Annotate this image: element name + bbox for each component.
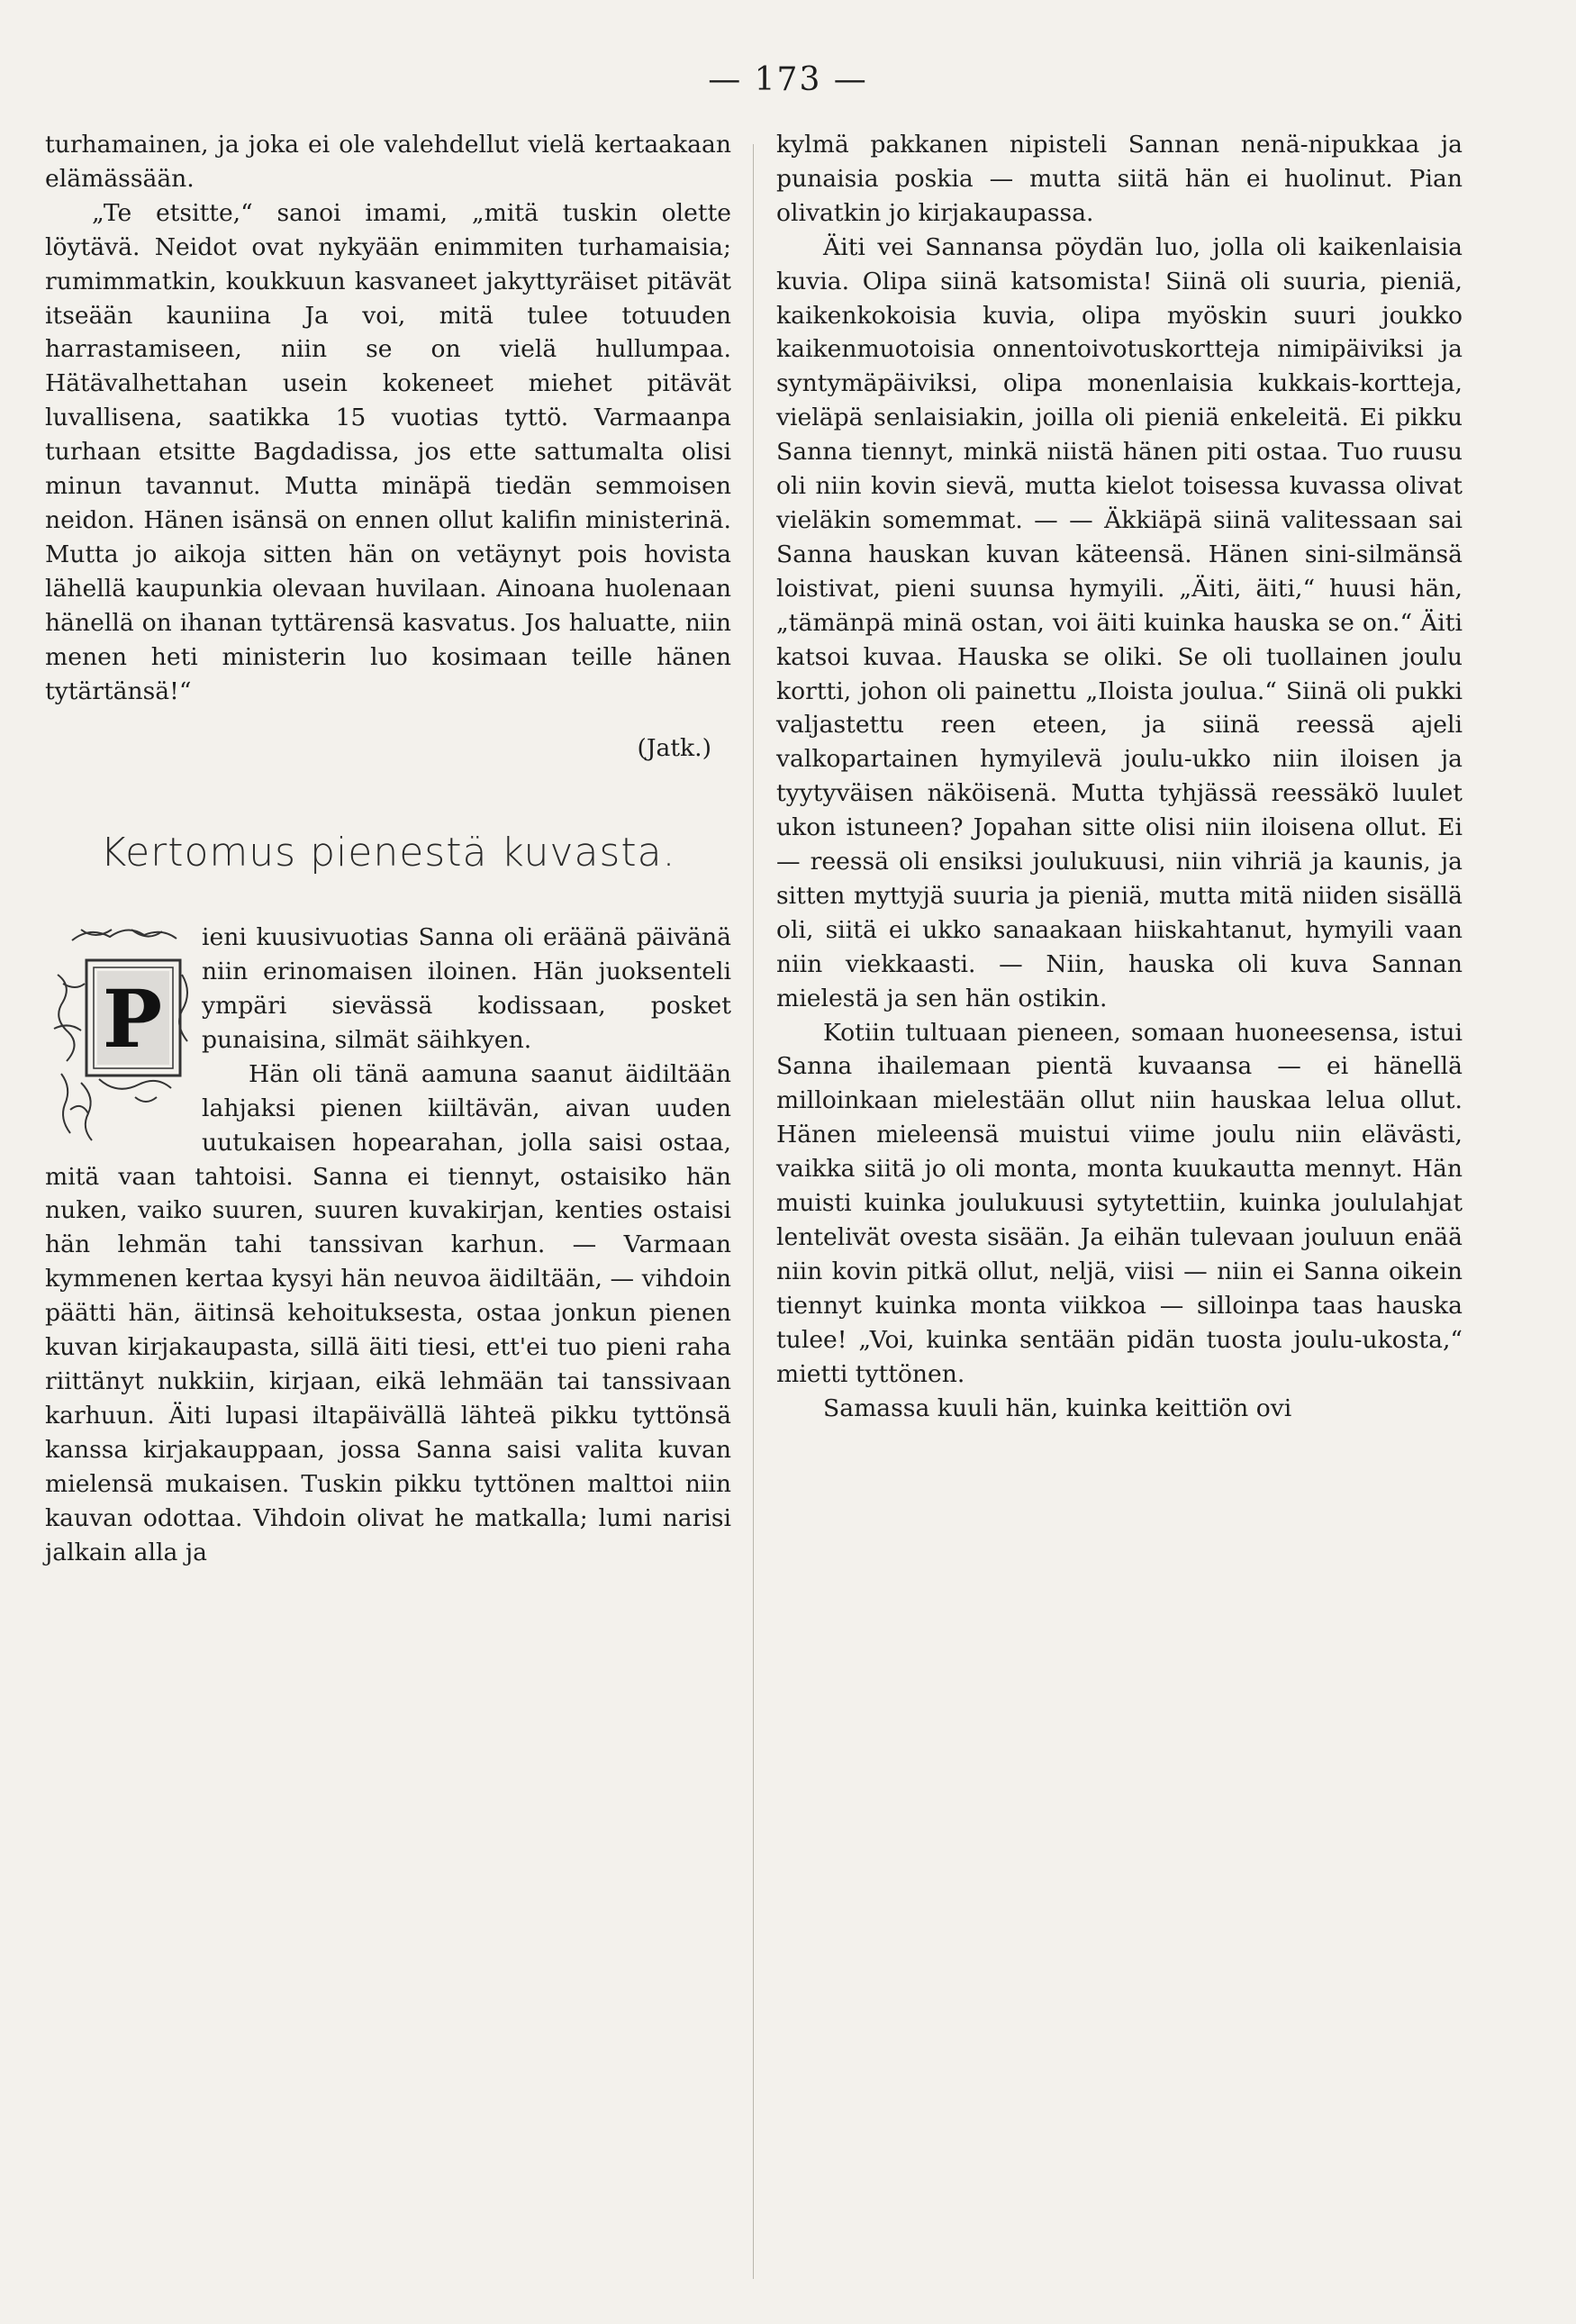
right-paragraph-2: Äiti vei Sannansa pöydän luo, jolla oli kaikenlaisia kuvia. Olipa siinä katsomista! Siinä oli suuria, pieniä, kaikenkokoisia kuvia, olipa myöskin suuri joukko kaikenmuotoisia onnentoivotuskortteja nimipäiviksi ja syntymäpäiviksi, olipa monenlaisia kukkais-kortteja, vieläpä senlaisiakin, joilla oli pieniä enkeleitä. Ei pikku Sanna tiennyt, minkä niistä hänen piti ostaa. Tuo ruusu oli niin kovin sievä, mutta kielot toisessa kuvassa olivat vieläkin somemmat. — — Äkkiäpä siinä valitessaan sai Sanna hauskan kuvan käteensä. Hänen sini-silmänsä loistivat, pieni suunsa hymyili. „Äiti, äiti,“ huusi hän, „tämänpä minä ostan, voi äiti kuinka hauska se on.“ Äiti katsoi kuvaa. Hauska se oliki. Se oli tuollainen joulu kortti, johon oli painettu „Iloista joulua.“ Siinä oli pukki valjastettu reen eteen, ja siinä reessä ajeli valkopartainen hymyilevä joulu-ukko niin iloisen ja tyytyväisen näköisenä. Mutta tyhjässä reessäkö luulet ukon istuneen? Jopahan sitte olisi niin iloisena ollut. Ei — reessä oli ensiksi joulukuusi, niin vihriä ja kaunis, ja sitten myttyjä suuria ja pieniä, mutta mitä niiden sisällä oli, siitä ei ukko sanaakaan hiiskahtanut, hymyili vaan niin viekkaasti. — Niin, hauska oli kuva Sannan mielestä ja sen hän ostikin.: [776, 232, 1463, 1012]
left-paragraph-2: „Te etsitte,“ sanoi imami, „mitä tuskin olette löytävä. Neidot ovat nykyään enimmiten turhamaisia; rumimmatkin, koukkuun kasvaneet jakyttyräiset pitävät itseään kauniina Ja voi, mitä tulee totuuden harrastamiseen, niin se on vielä hullumpaa. Hätävalhettahan usein kokeneet miehet pitävät luvallisena, saatikka 15 vuotias tyttö. Varmaanpa turhaan etsitte Bagdadissa, jos ette sattumalta olisi minun tavannut. Mutta minäpä tiedän semmoisen neidon. Hänen isänsä on ennen ollut kalifin ministerinä. Mutta jo aikoja sitten hän on vetäynyt pois hovista lähellä kaupunkia olevaan huvilaan. Ainoana huolenaan hänellä on ihanan tyttärensä kasvatus. Jos haluatte, niin menen heti ministerin luo kosimaan teille hänen tytärtänsä!“: [45, 198, 731, 705]
story-title: Kertomus pienestä kuvasta.: [100, 830, 676, 876]
page-number: — 173 —: [708, 61, 868, 98]
continued-marker: (Jatk.): [637, 734, 711, 763]
right-paragraph-4: Samassa kuuli hän, kuinka keittiön ovi: [823, 1393, 1292, 1422]
left-column: [45, 128, 731, 1569]
left-paragraph-3: ieni kuusivuotias Sanna oli eräänä päivänä niin erinomaisen iloinen. Hän juoksenteli ympäri sievässä kodissaan, posket punaisina, silmät säihkyen.: [202, 923, 731, 1054]
right-column: [776, 128, 1463, 1425]
column-divider: [753, 144, 754, 2279]
left-paragraph-4: Hän oli tänä aamuna saanut äidiltään lahjaksi pienen kiiltävän, aivan uuden uutukaisen hopearahan, jolla saisi ostaa, mitä vaan tahtoisi. Sanna ei tiennyt, ostaisiko hän nuken, vaiko suuren, suuren kuvakirjan, kenties ostaisi hän lehmän tahi tanssivan karhun. — Varmaan kymmenen kertaa kysyi hän neuvoa äidiltään, — vihdoin päätti hän, äitinsä kehoituksesta, ostaa jonkun pienen kuvan kirjakaupasta, sillä äiti tiesi, ett'ei tuo pieni raha riittänyt nukkiin, kirjaan, eikä lehmään tai tanssivaan karhuun. Äiti lupasi iltapäivällä lähteä pikku tyttönsä kanssa kirjakauppaan, jossa Sanna saisi valita kuvan mielensä mukaisen. Tuskin pikku tyttönen malttoi niin kauvan odottaa. Vihdoin olivat he matkalla; lumi narisi jalkain alla ja: [45, 1059, 731, 1566]
left-paragraph-1: turhamainen, ja joka ei ole valehdellut vielä kertaakaan elämässään.: [45, 131, 731, 193]
right-paragraph-3: Kotiin tultuaan pieneen, somaan huoneesensa, istui Sanna ihailemaan pientä kuvaansa — ei hänellä milloinkaan mielestään ollut niin hauskaa lelua ollut. Hänen mieleensä muistui viime joulu niin elävästi, vaikka siitä jo oli monta, monta kuukautta mennyt. Hän muisti kuinka joulukuusi sytytettiin, kuinka joululahjat lentelivät ovesta sisään. Ja eihän tulevaan jouluun enää niin kovin pitkä ollut, neljä, viisi — niin ei Sanna oikein tiennyt kuinka monta viikkoa — silloinpa taas hauska tulee! „Voi, kuinka sentään pidän tuosta joulu-ukosta,“ mietti tyttönen.: [776, 1018, 1463, 1388]
dropcap-letter: P: [102, 972, 163, 1067]
right-paragraph-1: kylmä pakkanen nipisteli Sannan nenä-nipukkaa ja punaisia poskia — mutta siitä hän ei huolinut. Pian olivatkin jo kirjakaupassa.: [776, 131, 1463, 227]
ornamental-dropcap: [45, 921, 196, 1142]
